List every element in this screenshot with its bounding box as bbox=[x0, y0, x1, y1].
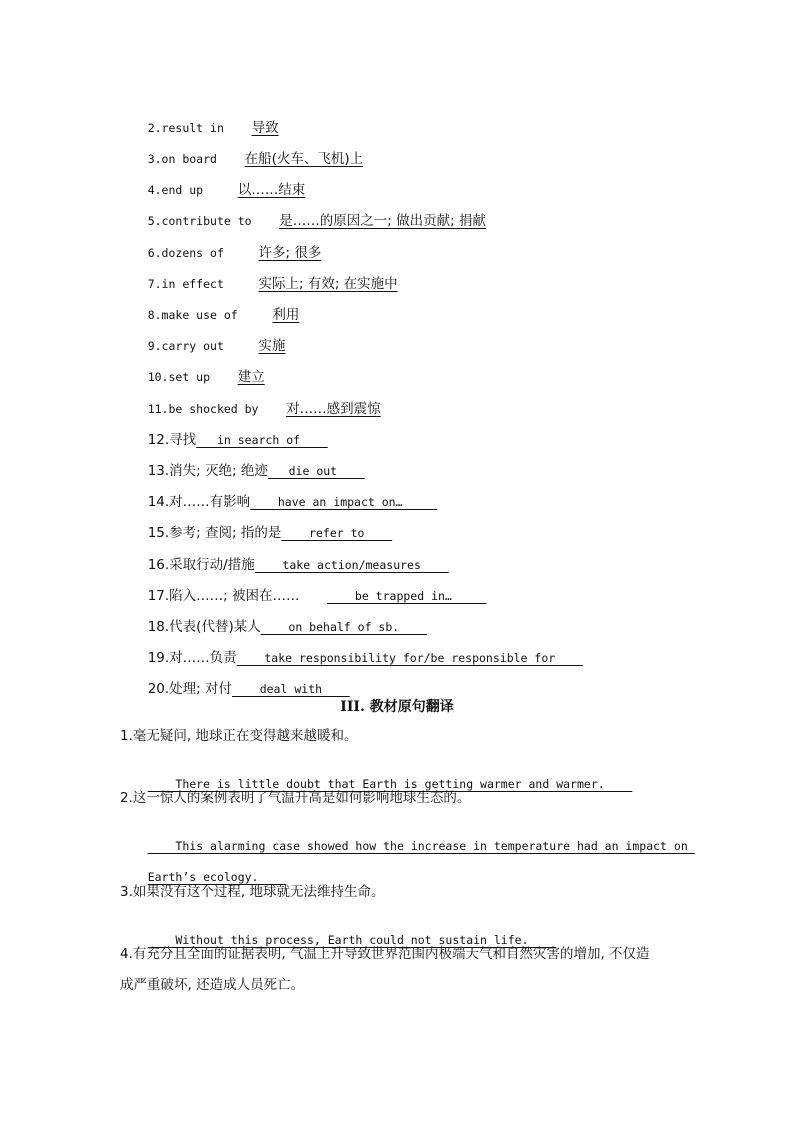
phrase-term: 4.end up bbox=[147, 183, 204, 197]
phrase-term: 10.set up bbox=[147, 370, 211, 384]
translation-question: 4.有充分且全面的证据表明, 气温上升导致世界范围内极端天气和自然灾害的增加, 不仅造 bbox=[120, 946, 650, 962]
translation-question: 1.毫无疑问, 地球正在变得越来越暖和。 bbox=[120, 728, 358, 744]
blank-answer: take action/measures bbox=[254, 558, 449, 572]
blank-prompt: 17.陷入……; 被困在…… bbox=[147, 588, 300, 604]
blank-prompt: 15.参考; 查阅; 指的是 bbox=[147, 525, 282, 541]
phrase-answer: 是……的原因之一; 做出贡献; 捐献 bbox=[279, 213, 486, 229]
phrase-answer: 许多; 很多 bbox=[258, 245, 322, 261]
phrase-term: 2.result in bbox=[147, 121, 224, 135]
blank-prompt: 13.消失; 灭绝; 绝迹 bbox=[147, 463, 268, 479]
phrase-answer: 以……结束 bbox=[237, 182, 306, 198]
translation-answer-text: Earth’s ecology. bbox=[147, 870, 287, 884]
blank-prompt: 19.对……负责 bbox=[147, 650, 237, 666]
blank-answer: be trapped in… bbox=[327, 589, 487, 603]
translation-answer-text: Without this process, Earth could not sustain life. bbox=[147, 933, 557, 947]
section-title: III. 教材原句翻译 bbox=[340, 699, 454, 715]
phrase-answer: 实施 bbox=[258, 338, 286, 354]
translation-answer-text: There is little doubt that Earth is getting warmer and warmer. bbox=[147, 777, 633, 791]
phrase-term: 7.in effect bbox=[147, 277, 224, 291]
phrase-term: 8.make use of bbox=[147, 308, 238, 322]
blank-answer: have an impact on… bbox=[250, 495, 438, 509]
blank-answer: deal with bbox=[232, 682, 350, 696]
blank-answer: on behalf of sb. bbox=[260, 620, 427, 634]
translation-question: 3.如果没有这个过程, 地球就无法维持生命。 bbox=[120, 884, 385, 900]
phrase-term: 11.be shocked by bbox=[147, 402, 259, 416]
phrase-term: 3.on board bbox=[147, 152, 217, 166]
blank-answer: die out bbox=[267, 464, 365, 478]
phrase-answer: 对……感到震惊 bbox=[286, 401, 381, 417]
translation-answer-text: This alarming case showed how the increase in temperature had an impact on bbox=[147, 839, 695, 853]
translation-question-cont: 成严重破坏, 还造成人员死亡。 bbox=[120, 977, 305, 993]
phrase-answer: 利用 bbox=[272, 307, 300, 323]
blank-prompt: 14.对……有影响 bbox=[147, 494, 251, 510]
phrase-term: 6.dozens of bbox=[147, 246, 224, 260]
phrase-answer: 实际上; 有效; 在实施中 bbox=[258, 276, 398, 292]
blank-answer: in search of bbox=[196, 433, 328, 447]
blank-prompt: 12.寻找 bbox=[147, 432, 197, 448]
blank-prompt: 20.处理; 对付 bbox=[147, 681, 233, 697]
blank-prompt: 16.采取行动/措施 bbox=[147, 557, 255, 573]
translation-question: 2.这一惊人的案例表明了气温升高是如何影响地球生态的。 bbox=[120, 790, 471, 806]
phrase-term: 9.carry out bbox=[147, 339, 224, 353]
phrase-term: 5.contribute to bbox=[147, 214, 252, 228]
blank-answer: refer to bbox=[281, 526, 393, 540]
phrase-answer: 建立 bbox=[237, 369, 265, 385]
phrase-answer: 导致 bbox=[251, 120, 279, 136]
blank-answer: take responsibility for/be responsible for bbox=[236, 651, 583, 665]
blank-prompt: 18.代表(代替)某人 bbox=[147, 619, 261, 635]
phrase-answer: 在船(火车、飞机)上 bbox=[244, 151, 364, 167]
